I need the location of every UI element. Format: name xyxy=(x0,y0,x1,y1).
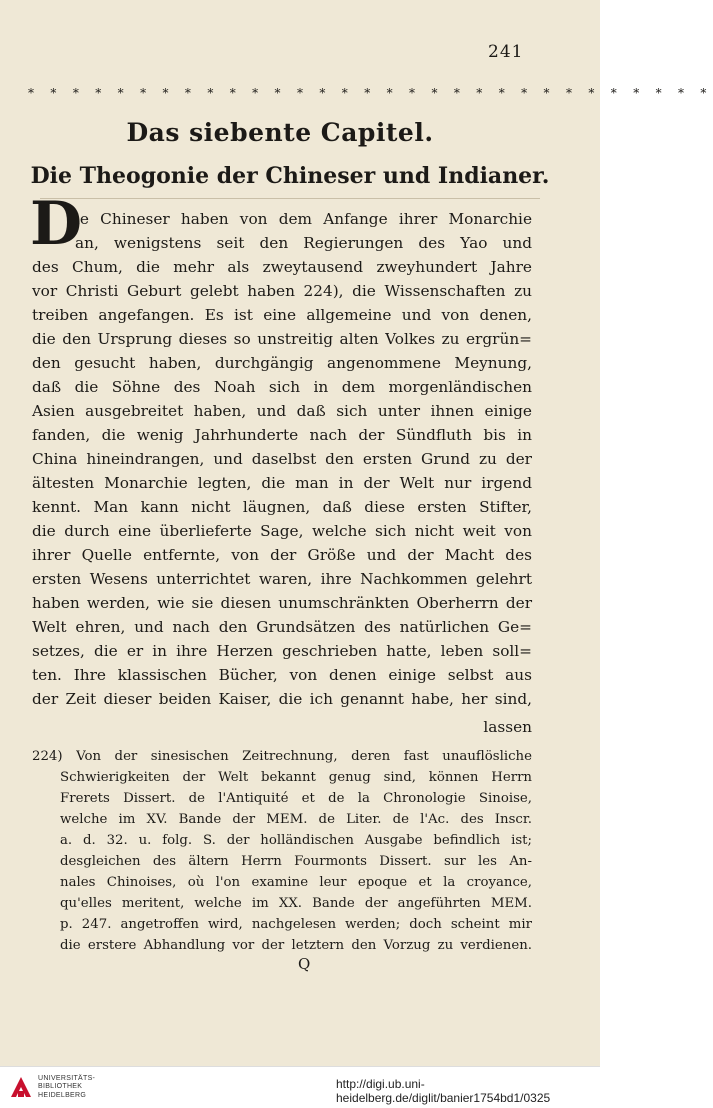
footnote-line: a. d. 32. u. folg. S. der holländischen Ausgabe befindlich ist; xyxy=(60,833,532,848)
drop-cap: D xyxy=(30,189,83,259)
footnote-line: nales Chinoises, où l'on examine leur epoque et la croyance, xyxy=(60,875,532,890)
library-logo-icon xyxy=(8,1074,34,1100)
body-line: vor Christi Geburt gelebt haben 224), die Wissenschaften zu xyxy=(32,282,532,300)
body-line: an, wenigstens seit den Regierungen des Yao und xyxy=(75,234,532,252)
footnote-line: die erstere Abhandlung vor der letztern den Vorzug zu verdienen. xyxy=(60,938,532,953)
body-line: den gesucht haben, durchgängig angenommene Meynung, xyxy=(32,354,532,372)
footnote-line: p. 247. angetroffen wird, nachgelesen werden; doch scheint mir xyxy=(60,917,532,932)
library-name-line: UNIVERSITÄTS- xyxy=(38,1075,96,1082)
body-line: ihrer Quelle entfernte, von der Größe und der Macht des xyxy=(32,546,532,564)
body-line: haben werden, wie sie diesen unumschränkten Oberherrn der xyxy=(32,594,532,612)
viewer-footer xyxy=(0,1066,600,1108)
body-line: treiben angefangen. Es ist eine allgemeine und von denen, xyxy=(32,306,532,324)
body-line: ersten Wesens unterrichtet waren, ihre Nachkommen gelehrt xyxy=(32,570,532,588)
body-line: setzes, die er in ihre Herzen geschrieben hatte, leben soll= xyxy=(32,642,532,660)
body-line: China hineindrangen, und daselbst den ersten Grund zu der xyxy=(32,450,532,468)
body-line: Asien ausgebreitet haben, und daß sich unter ihnen einige xyxy=(32,402,532,420)
page-number: 241 xyxy=(488,42,524,62)
chapter-subtitle: Die Theogonie der Chineser und Indianer. xyxy=(30,163,550,189)
body-line: des Chum, die mehr als zweytausend zweyhundert Jahre xyxy=(32,258,532,276)
library-name-line: BIBLIOTHEK xyxy=(38,1083,83,1091)
footnote-line: desgleichen des ältern Herrn Fourmonts Dissert. sur les An- xyxy=(60,854,532,869)
body-line: ie Chineser haben von dem Anfange ihrer Monarchie xyxy=(75,210,532,228)
signature-mark: Q xyxy=(298,955,311,973)
body-line: der Zeit dieser beiden Kaiser, die ich genannt habe, her sind, xyxy=(32,690,532,708)
body-line: die durch eine überlieferte Sage, welche sich nicht weit von xyxy=(32,522,532,540)
title-divider xyxy=(40,198,540,199)
body-line: kennt. Man kann nicht läugnen, daß diese ersten Stifter, xyxy=(32,498,532,516)
ornament-row: * * * * * * * * * * * * * * * * * * * * * * * * * * * * * * * xyxy=(28,86,713,100)
footnote-line: Frerets Dissert. de l'Antiquité et de la Chronologie Sinoise, xyxy=(60,791,532,806)
catchword: lassen xyxy=(483,718,532,736)
permalink[interactable]: http://digi.ub.uni-heidelberg.de/diglit/banier1754bd1/0325 xyxy=(336,1077,551,1105)
body-line: ältesten Monarchie legten, die man in der Welt nur irgend xyxy=(32,474,532,492)
body-line: fanden, die wenig Jahrhunderte nach der Sündfluth bis in xyxy=(32,426,532,444)
body-line: daß die Söhne des Noah sich in dem morgenländischen xyxy=(32,378,532,396)
body-line: ten. Ihre klassischen Bücher, von denen einige selbst aus xyxy=(32,666,532,684)
body-line: die den Ursprung dieses so unstreitig alten Volkes zu ergrün= xyxy=(32,330,532,348)
footnote-line: Schwierigkeiten der Welt bekannt genug sind, können Herrn xyxy=(60,770,532,785)
footnote-line: qu'elles meritent, welche im XX. Bande der angeführten MEM. xyxy=(60,896,532,911)
library-name-line: HEIDELBERG xyxy=(38,1091,87,1099)
footnote-line: 224) Von der sinesischen Zeitrechnung, deren fast unauflösliche xyxy=(32,749,532,764)
body-line: Welt ehren, und nach den Grundsätzen des natürlichen Ge= xyxy=(32,618,532,636)
footnote-line: welche im XV. Bande der MEM. de Liter. de l'Ac. des Inscr. xyxy=(60,812,532,827)
chapter-title: Das siebente Capitel. xyxy=(126,118,434,147)
library-name xyxy=(38,1075,95,1100)
